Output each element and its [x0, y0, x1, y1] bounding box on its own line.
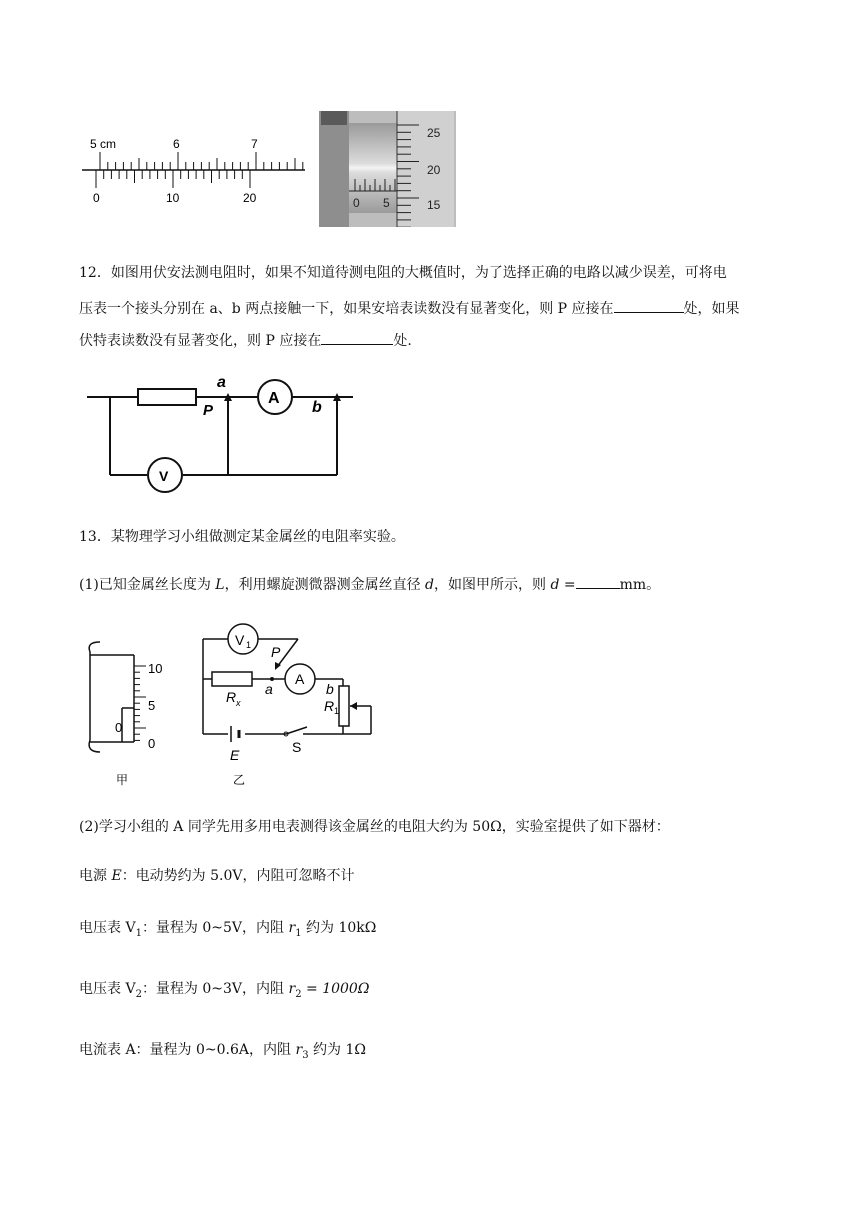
equip-ammeter: 电流表 A：量程为 0~0.6A，内阻 $r_3$ 约为 1Ω [79, 1042, 366, 1061]
jia-caption: 甲 [116, 773, 129, 787]
yi-ammeter-label: A [295, 671, 305, 687]
jia-label-5: 5 [148, 698, 156, 713]
r1-label: R [324, 698, 335, 714]
q12-line-2: 压表一个接头分别在 a、b 两点接触一下，如果安培表读数没有显著变化，则 P 应接在 处，如果 [79, 298, 740, 319]
yi-node-b-label: b [326, 681, 334, 697]
caliper-vernier-label-10: 10 [166, 191, 180, 205]
v1-label-sub: 1 [246, 640, 252, 650]
ammeter-label: A [268, 390, 280, 407]
q12-blank-2[interactable] [321, 330, 393, 345]
jia-sleeve-zero: 0 [115, 720, 123, 735]
v1-label: V [235, 632, 245, 648]
node-a-label: a [217, 374, 226, 391]
q12-blank-1[interactable] [614, 298, 684, 313]
figure-yi-circuit [195, 622, 385, 787]
q13-part2: (2)学习小组的 A 同学先用多用电表测得该金属丝的电阻大约为 50Ω，实验室提供了如下器材： [79, 819, 670, 835]
yi-node-a-label: a [265, 681, 273, 697]
q13-blank-d[interactable] [576, 574, 620, 589]
q12-circuit-diagram [85, 370, 360, 500]
micrometer-thimble-label-20: 20 [427, 163, 441, 177]
rx-label: R [226, 689, 237, 705]
micrometer-thimble-label-25: 25 [427, 126, 441, 140]
caliper-main-label-6: 6 [173, 137, 180, 151]
caliper-main-label-7: 7 [251, 137, 258, 151]
micrometer-figure [319, 111, 456, 227]
q12-line-1: 12．如图用伏安法测电阻时，如果不知道待测电阻的大概值时，为了选择正确的电路以减少误差，可将电 [79, 265, 727, 281]
battery-label: E [230, 747, 240, 763]
rx-label-sub: x [236, 698, 241, 708]
vernier-caliper-figure [80, 130, 310, 210]
micrometer-sleeve-label-0: 0 [353, 196, 360, 210]
rx-resistor-symbol [212, 672, 252, 686]
yi-caption: 乙 [233, 773, 246, 787]
q13-part1: (1)已知金属丝长度为 L，利用螺旋测微器测金属丝直径 d，如图甲所示，则 d = mm。 [79, 574, 660, 595]
equip-source: 电源 E：电动势约为 5.0V，内阻可忽略不计 [79, 868, 355, 884]
yi-probe-label: P [271, 644, 281, 660]
q12-line-3: 伏特表读数没有显著变化，则 P 应接在 处. [79, 330, 412, 351]
caliper-vernier-label-20: 20 [243, 191, 257, 205]
resistor-symbol [138, 389, 196, 405]
r1-rheostat-symbol [339, 686, 349, 726]
voltmeter-label: V [159, 468, 169, 484]
r1-label-sub: 1 [334, 706, 340, 716]
q13-title: 13．某物理学习小组做测定某金属丝的电阻率实验。 [79, 529, 405, 545]
equip-voltmeter-2: 电压表 $V_2$：量程为 0~3V，内阻 $r_2 = 1000\Omega$ [79, 981, 370, 1000]
micrometer-thimble-label-15: 15 [427, 198, 441, 212]
jia-label-0: 0 [148, 736, 156, 751]
probe-label: P [203, 402, 214, 419]
figure-jia-micrometer [82, 640, 182, 790]
equip-voltmeter-1: 电压表 $V_1$：量程为 0~5V，内阻 $r_1$ 约为 10kΩ [79, 920, 377, 939]
jia-label-10: 10 [148, 661, 163, 676]
caliper-vernier-label-0: 0 [93, 191, 100, 205]
node-b-label: b [312, 399, 322, 416]
micrometer-sleeve-label-5: 5 [383, 196, 390, 210]
switch-label: S [292, 739, 302, 755]
rheostat-slider [350, 702, 357, 710]
caliper-unit-label: 5 cm [90, 137, 117, 151]
